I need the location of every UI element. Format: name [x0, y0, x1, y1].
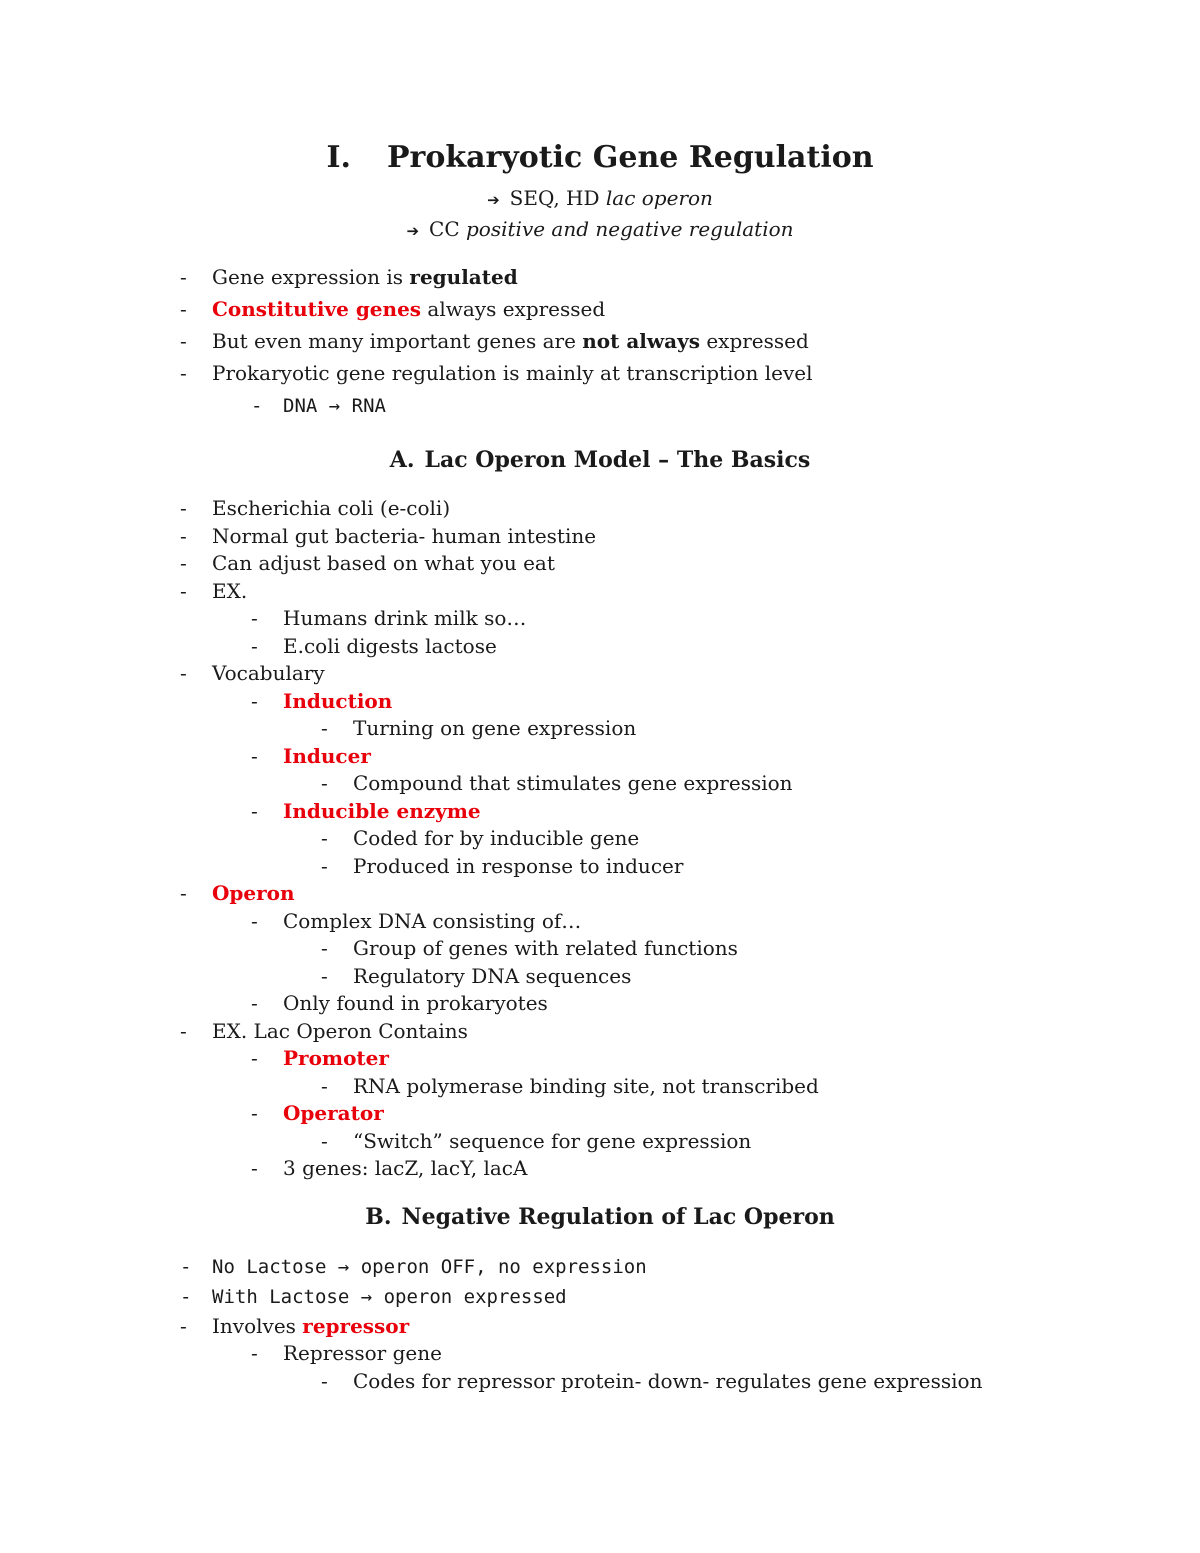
title-text: Prokaryotic Gene Regulation	[386, 140, 874, 175]
list-item: - Involves repressor	[180, 1314, 410, 1338]
arrow-icon: ➔	[487, 191, 500, 209]
list-item: - Compound that stimulates gene expression	[321, 771, 793, 795]
key-term: Inducer	[283, 744, 371, 768]
list-item: - DNA → RNA	[251, 395, 386, 417]
list-item: - Prokaryotic gene regulation is mainly at transcription level	[180, 361, 813, 385]
list-item: - EX.	[180, 579, 248, 603]
subtitle-cc: ➔ CC positive and negative regulation	[406, 217, 794, 241]
section-heading-a: A. Lac Operon Model – The Basics	[389, 447, 811, 473]
list-item: - 3 genes: lacZ, lacY, lacA	[251, 1156, 528, 1180]
list-item: - Escherichia coli (e-coli)	[180, 496, 451, 520]
list-item: - Constitutive genes always expressed	[180, 297, 606, 321]
key-term: Inducible enzyme	[283, 799, 481, 823]
key-term: Constitutive genes	[212, 297, 422, 321]
list-item: - With Lactose → operon expressed	[180, 1286, 567, 1308]
key-term: Operon	[212, 881, 295, 905]
list-item: - “Switch” sequence for gene expression	[321, 1129, 752, 1153]
list-item: - Complex DNA consisting of…	[251, 909, 582, 933]
list-item: - Codes for repressor protein- down- regulates gene expression	[321, 1369, 983, 1393]
title-number: I.	[326, 140, 351, 175]
list-item: - Normal gut bacteria- human intestine	[180, 524, 597, 548]
list-item: - Produced in response to inducer	[321, 854, 684, 878]
list-item: - Repressor gene	[251, 1341, 442, 1365]
list-item: - Group of genes with related functions	[321, 936, 738, 960]
list-item: - Turning on gene expression	[321, 716, 637, 740]
list-item: - EX. Lac Operon Contains	[180, 1019, 468, 1043]
list-item: - Operon	[180, 881, 295, 905]
list-item: - Coded for by inducible gene	[321, 826, 640, 850]
arrow-icon: ➔	[406, 222, 420, 240]
list-item: - Vocabulary	[180, 661, 325, 685]
list-item: - Promoter	[251, 1046, 389, 1070]
list-item: - Gene expression is regulated	[180, 265, 518, 289]
list-item: - E.coli digests lactose	[251, 634, 497, 658]
key-term: Promoter	[283, 1046, 389, 1070]
list-item: - Only found in prokaryotes	[251, 991, 548, 1015]
list-item: - Inducer	[251, 744, 371, 768]
list-item: - Humans drink milk so…	[251, 606, 527, 630]
list-item: - No Lactose → operon OFF, no expression	[180, 1256, 647, 1278]
subtitle-seq: ➔ SEQ, HD lac operon	[487, 186, 713, 210]
list-item: - Can adjust based on what you eat	[180, 551, 555, 575]
page-title	[0, 140, 1200, 175]
list-item: - Induction	[251, 689, 393, 713]
list-item: - But even many important genes are not always expressed	[180, 329, 809, 353]
list-item: - Regulatory DNA sequences	[321, 964, 632, 988]
list-item: - RNA polymerase binding site, not transcribed	[321, 1074, 819, 1098]
list-item: - Inducible enzyme	[251, 799, 481, 823]
key-term: Induction	[283, 689, 393, 713]
key-term: Operator	[283, 1101, 384, 1125]
key-term: repressor	[302, 1314, 410, 1338]
section-heading-b: B. Negative Regulation of Lac Operon	[365, 1204, 835, 1230]
list-item: - Operator	[251, 1101, 384, 1125]
